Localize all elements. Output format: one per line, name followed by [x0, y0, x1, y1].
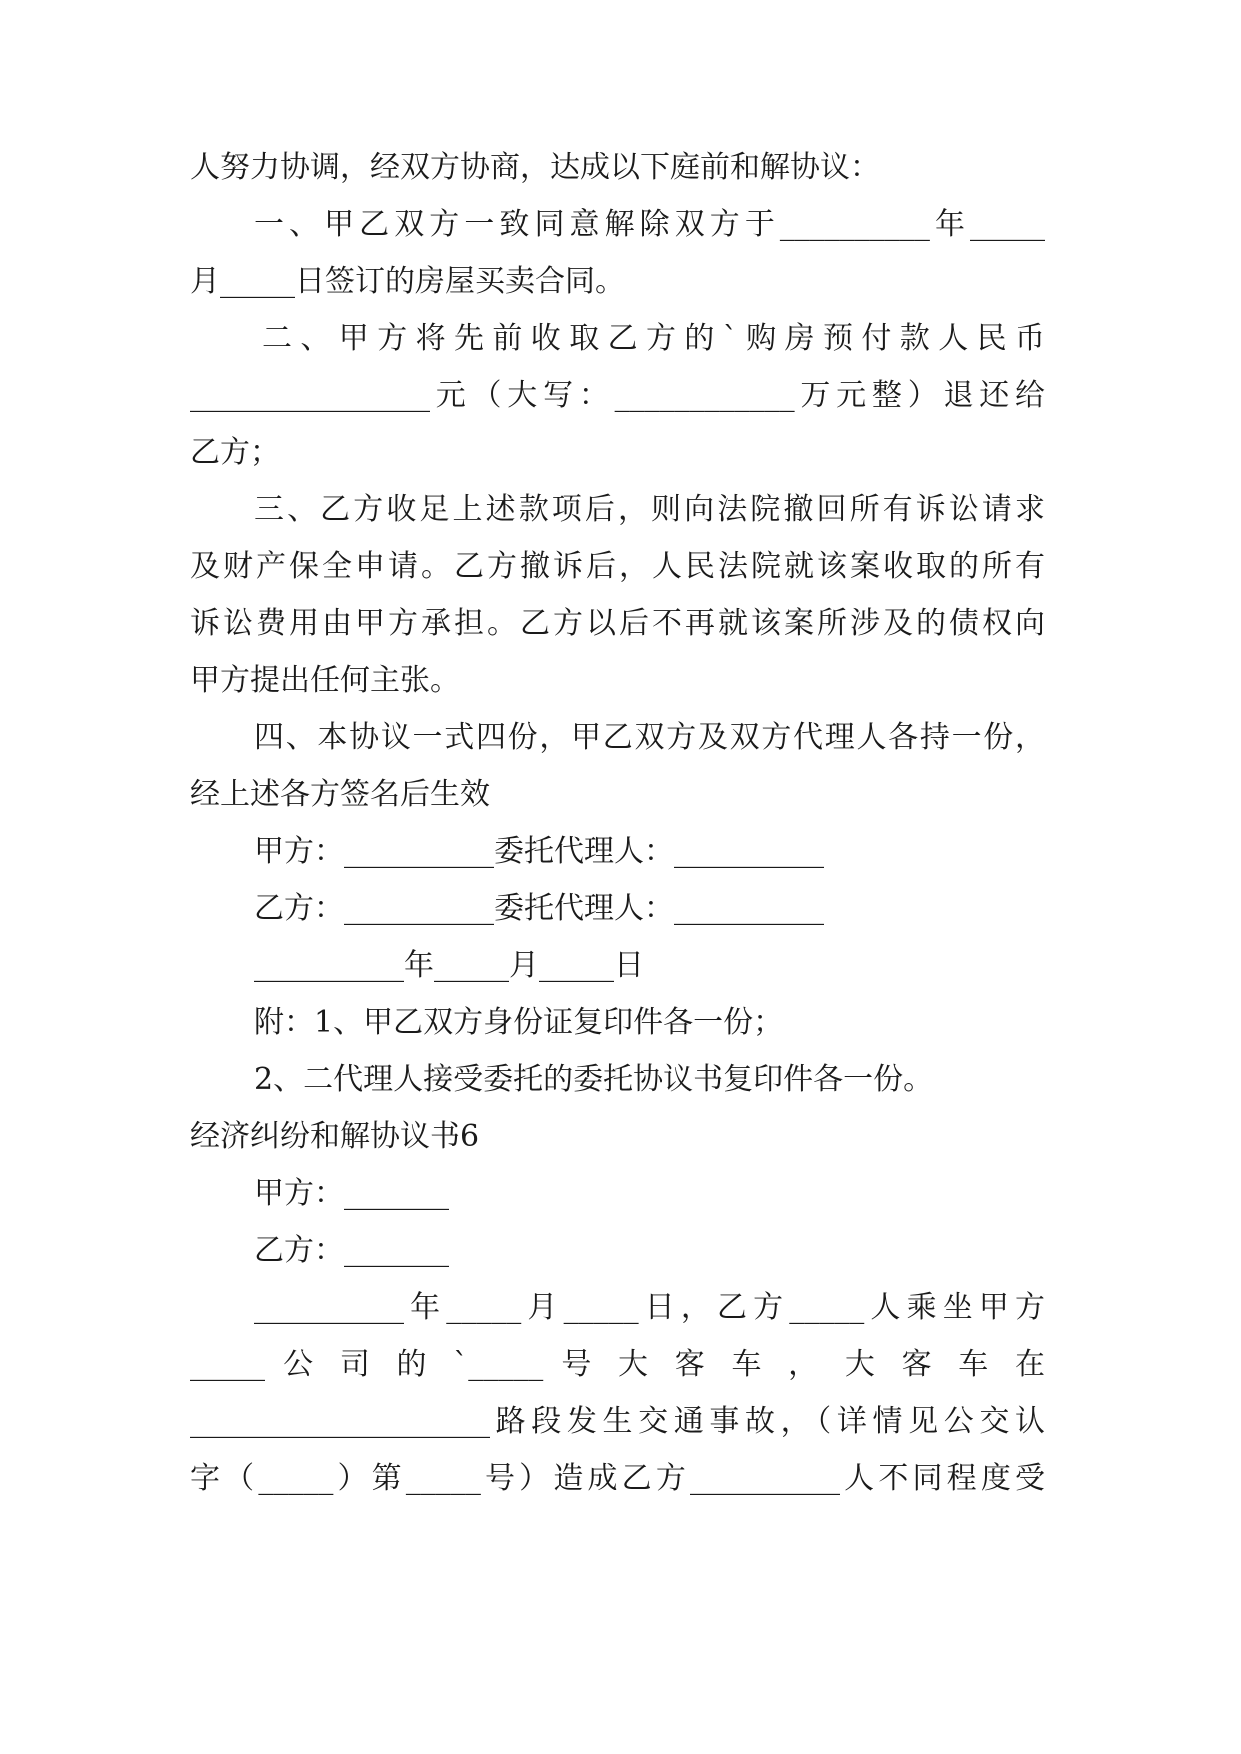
text-line: 字（_____）第_____号）造成乙方__________人不同程度受: [190, 1461, 1045, 1496]
text-line: 经上述各方签名后生效: [190, 777, 490, 812]
appendix-line: 2、二代理人接受委托的委托协议书复印件各一份。: [254, 1062, 934, 1097]
text-line: 三、乙方收足上述款项后，则向法院撤回所有诉讼请求: [254, 492, 1045, 527]
section-title: 经济纠纷和解协议书6: [190, 1119, 480, 1154]
text-line: 乙方；: [190, 435, 280, 470]
party-a-line: 甲方：_______: [254, 1176, 449, 1211]
text-line: 及财产保全申请。乙方撤诉后，人民法院就该案收取的所有: [190, 549, 1045, 584]
date-line: __________年_____月_____日: [254, 948, 644, 983]
text-line: 人努力协调，经双方协商，达成以下庭前和解协议：: [190, 150, 880, 185]
text-line: ____________________路段发生交通事故，（详情见公交认: [190, 1404, 1045, 1439]
text-line: 月_____日签订的房屋买卖合同。: [190, 264, 625, 299]
text-line: 诉讼费用由甲方承担。乙方以后不再就该案所涉及的债权向: [190, 606, 1045, 641]
signature-line-party-a: 甲方：__________委托代理人：__________: [254, 834, 824, 869]
text-line: 二、甲方将先前收取乙方的`购房预付款人民币: [262, 321, 1045, 356]
text-line: 一、甲乙双方一致同意解除双方于__________年_____: [254, 207, 1045, 242]
text-line: 四、本协议一式四份，甲乙双方及双方代理人各持一份，: [254, 720, 1045, 755]
text-line: _____ 公 司 的 `_____ 号 大 客 车 ， 大 客 车 在: [190, 1347, 1045, 1382]
signature-line-party-b: 乙方：__________委托代理人：__________: [254, 891, 824, 926]
text-line: 甲方提出任何主张。: [190, 663, 460, 698]
party-b-line: 乙方：_______: [254, 1233, 449, 1268]
appendix-line: 附：1、甲乙双方身份证复印件各一份；: [254, 1005, 784, 1040]
text-line: __________年_____月_____日，乙方_____人乘坐甲方: [254, 1290, 1045, 1325]
text-line: ________________元（大写：____________万元整）退还给: [190, 378, 1045, 413]
